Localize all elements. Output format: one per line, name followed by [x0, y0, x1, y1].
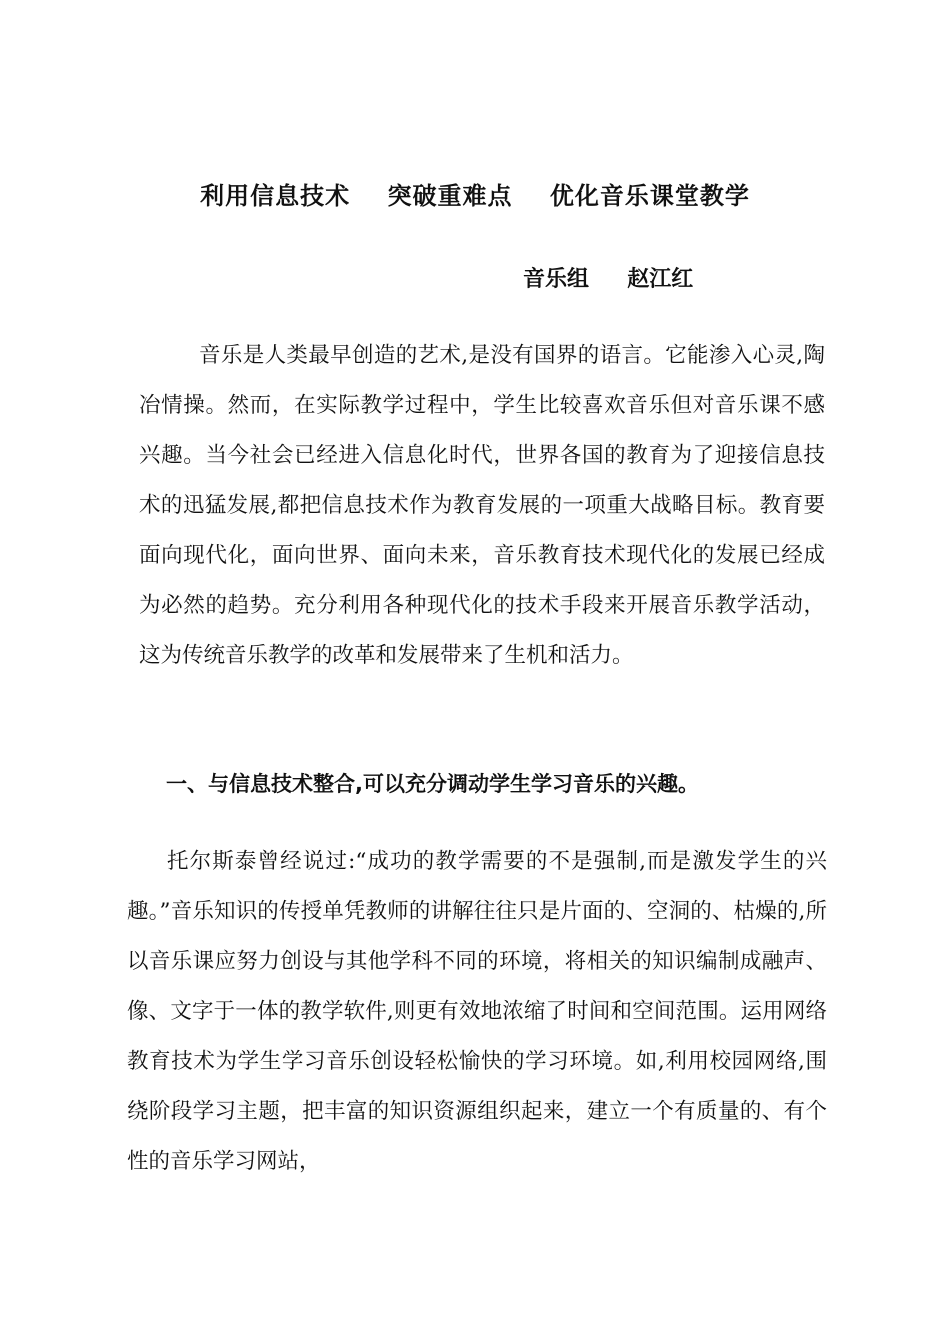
author-line: 音乐组 赵江红 — [523, 267, 694, 292]
section-1-heading: 一、与信息技术整合,可以充分调动学生学习音乐的兴趣。 — [166, 772, 699, 796]
section-1-paragraph: 托尔斯泰曾经说过:“成功的教学需要的不是强制,而是激发学生的兴趣。”音乐知识的传授单凭教师的讲解往往只是片面的、空洞的、枯燥的,所以音乐课应努力创设与其他学科不同的环境，将相关的知识编制成融声、像、文字于一体的教学软件,则更有效地浓缩了时间和空间范围。运用网络教育技术为学生学习音乐创设轻松愉快的学习环境。如,利用校园网络,围绕阶段学习主题，把丰富的知识资源组织起来，建立一个有质量的、有个性的音乐学习网站， — [127, 849, 827, 1174]
document-title: 利用信息技术 突破重难点 优化音乐课堂教学 — [200, 182, 750, 210]
intro-paragraph: 音乐是人类最早创造的艺术,是没有国界的语言。它能渗入心灵,陶冶情操。然而，在实际教学过程中，学生比较喜欢音乐但对音乐课不感兴趣。当今社会已经进入信息化时代，世界各国的教育为了迎接信息技术的迅猛发展,都把信息技术作为教育发展的一项重大战略目标。教育要面向现代化，面向世界、面向未来，音乐教育技术现代化的发展已经成为必然的趋势。充分利用各种现代化的技术手段来开展音乐教学活动，这为传统音乐教学的改革和发展带来了生机和活力。 — [139, 343, 825, 668]
